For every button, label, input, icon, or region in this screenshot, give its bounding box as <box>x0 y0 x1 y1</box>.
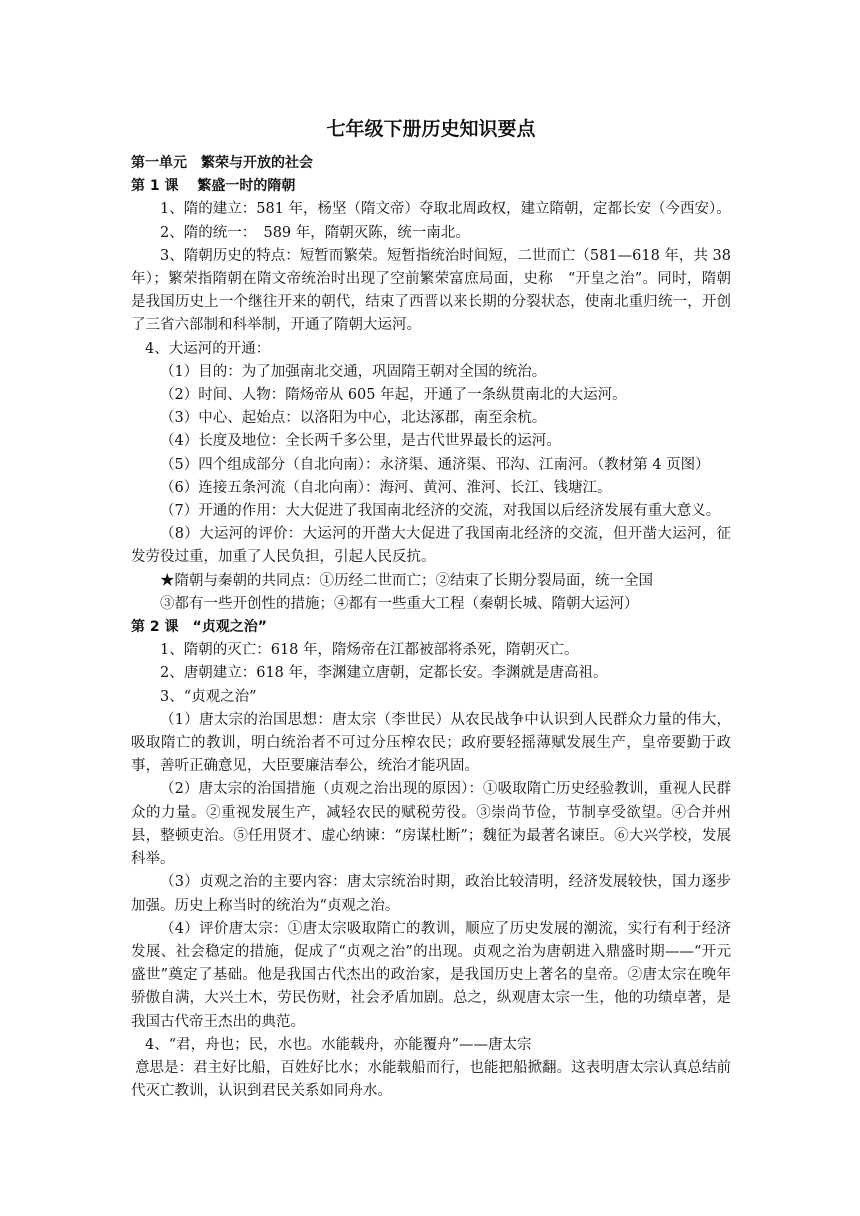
lesson-1-heading: 第 1 课 繁盛一时的隋朝 <box>131 178 296 195</box>
list-item: （2）时间、人物：隋炀帝从 605 年起，开通了一条纵贯南北的大运河。 <box>160 387 627 404</box>
paragraph: 3、隋朝历史的特点：短暂而繁荣。短暂指统治时间短，二世而亡（581—618 年，共 38 年）；繁荣指隋朝在隋文帝统治时出现了空前繁荣富庶局面，史称 “开皇之治”。同时，隋朝是我国历史上一个继往开来的朝代，结束了西晋以来长期的分裂状态，使南北重归统一，开创了三省六部制和科举制，开通了隋朝大运河。 <box>131 247 731 334</box>
lesson-2-heading: 第 2 课 “贞观之治” <box>131 619 267 636</box>
paragraph: 2、唐朝建立：618 年，李渊建立唐朝，定都长安。李渊就是唐高祖。 <box>160 665 608 682</box>
star-note: ★隋朝与秦朝的共同点：①历经二世而亡；②结束了长期分裂局面，统一全国 <box>160 572 653 589</box>
list-item: （1）唐太宗的治国思想：唐太宗（李世民）从农民战争中认识到人民群众力量的伟大，吸取隋亡的教训，明白统治者不可过分压榨农民；政府要轻摇薄赋发展生产，皇帝要勤于政事，善听正确意见，大臣要廉洁奉公，统治才能巩固。 <box>131 711 731 775</box>
list-item: （1）目的：为了加强南北交通，巩固隋王朝对全国的统治。 <box>160 363 547 380</box>
star-note: ③都有一些开创性的措施；④都有一些重大工程（秦朝长城、隋朝大运河） <box>160 595 639 612</box>
document-content <box>131 116 731 1103</box>
paragraph: 1、隋的建立：581 年，杨坚（隋文帝）夺取北周政权，建立隋朝，定都长安（今西安）。 <box>160 201 731 218</box>
list-item: （5）四个组成部分（自北向南）：永济渠、通济渠、邗沟、江南河。（教材第 4 页图） <box>160 456 710 473</box>
paragraph: 4、大运河的开通： <box>145 340 271 357</box>
list-item: （4）长度及地位：全长两千多公里，是古代世界最长的运河。 <box>160 433 561 450</box>
quote-paragraph: 4、“君，舟也；民，水也。水能载舟，亦能覆舟”——唐太宗 <box>145 1036 532 1053</box>
paragraph: 3、“贞观之治” <box>160 688 257 705</box>
list-item: （6）连接五条河流（自北向南）：海河、黄河、淮河、长江、钱塘江。 <box>160 479 612 496</box>
list-item: （3）中心、起始点：以洛阳为中心，北达涿郡，南至余杭。 <box>160 410 547 427</box>
list-item: （7）开通的作用：大大促进了我国南北经济的交流，对我国以后经济发展有重大意义。 <box>160 503 721 520</box>
paragraph: 2、隋的统一： 589 年，隋朝灭陈，统一南北。 <box>160 224 470 241</box>
document-title: 七年级下册历史知识要点 <box>326 118 536 140</box>
list-item: （4）评价唐太宗：①唐太宗吸取隋亡的教训，顺应了历史发展的潮流，实行有利于经济发展、社会稳定的措施，促成了“贞观之治”的出现。贞观之治为唐朝进入鼎盛时期——“开元盛世”奠定了基础。他是我国古代杰出的政治家，是我国历史上著名的皇帝。②唐太宗在晚年骄傲自满，大兴土木，劳民伤财，社会矛盾加剧。总之，纵观唐太宗一生，他的功绩卓著，是我国古代帝王杰出的典范。 <box>131 920 731 1030</box>
unit-heading: 第一单元 繁荣与开放的社会 <box>131 155 313 171</box>
paragraph: 意思是：君主好比船，百姓好比水；水能载船而行，也能把船掀翻。这表明唐太宗认真总结前代灭亡教训，认识到君民关系如同舟水。 <box>131 1059 731 1100</box>
paragraph: 1、隋朝的灭亡：618 年，隋炀帝在江都被部将杀死，隋朝灭亡。 <box>160 642 579 659</box>
list-item: （8）大运河的评价：大运河的开凿大大促进了我国南北经济的交流，但开凿大运河，征发劳役过重，加重了人民负担，引起人民反抗。 <box>131 526 731 566</box>
list-item: （3）贞观之治的主要内容：唐太宗统治时期，政治比较清明，经济发展较快，国力逐步加强。历史上称当时的统治为“贞观之治。 <box>131 874 731 914</box>
list-item: （2）唐太宗的治国措施（贞观之治出现的原因）：①吸取隋亡历史经验教训，重视人民群众的力量。②重视发展生产，减轻农民的赋税劳役。③崇尚节俭，节制享受欲望。④合并州县，整顿吏治。⑤任用贤才、虚心纳谏：“房谋杜断”；魏征为最著名谏臣。⑥大兴学校，发展科举。 <box>131 781 731 868</box>
